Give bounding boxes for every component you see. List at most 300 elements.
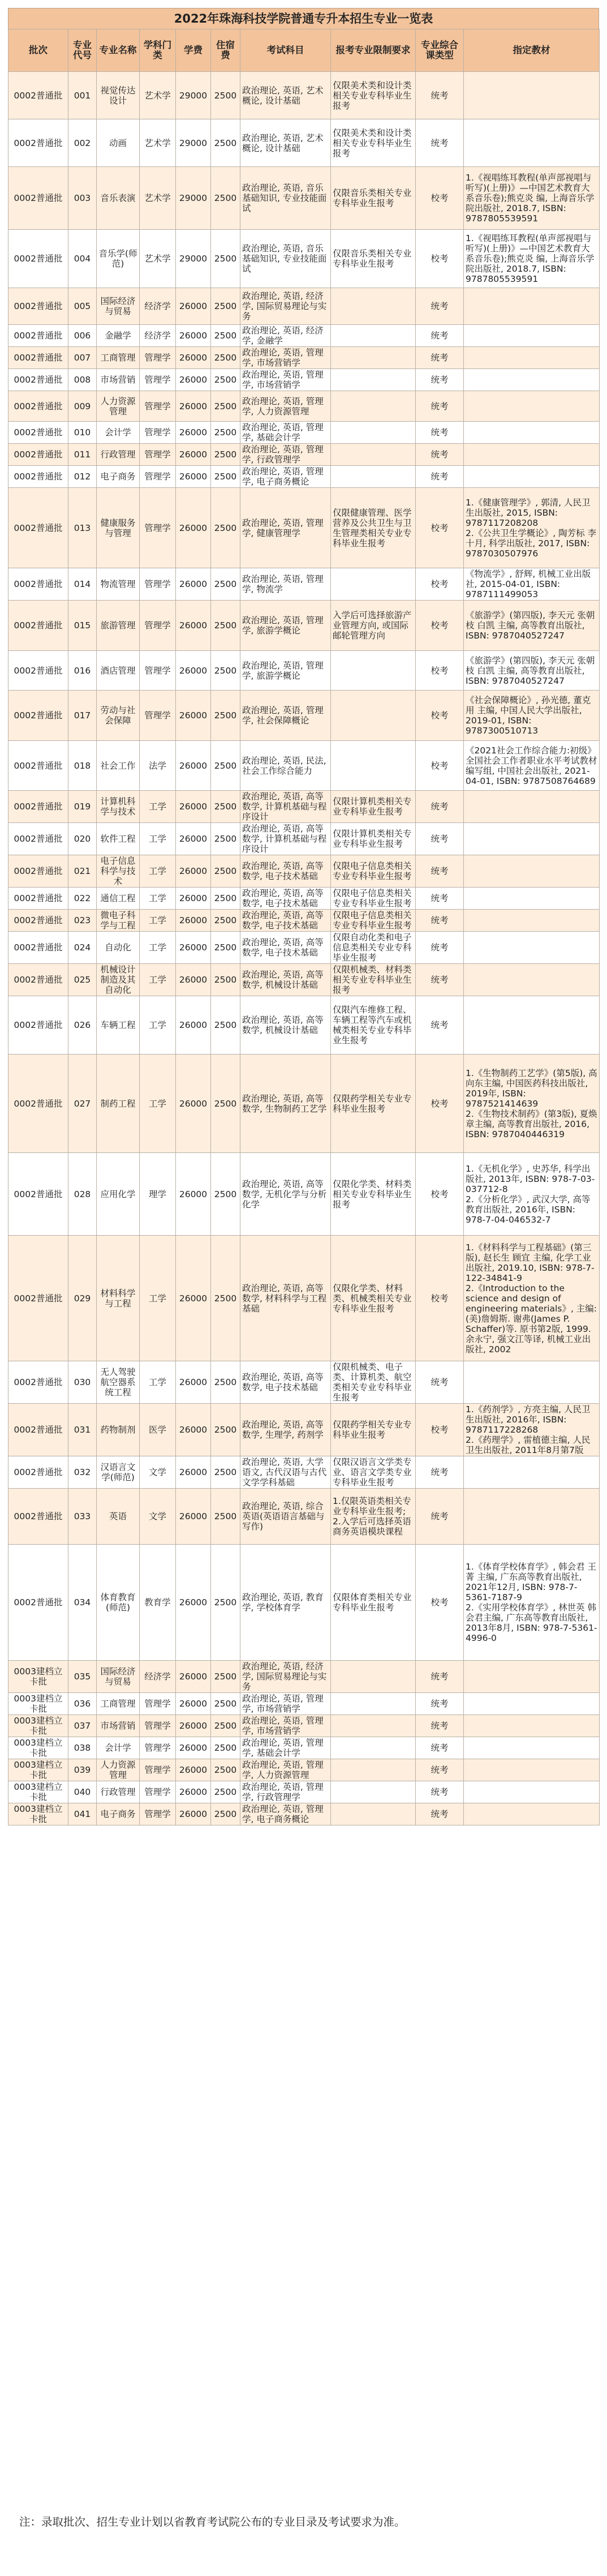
- cell-dorm: 2500: [211, 888, 240, 910]
- cell-category: 工学: [140, 996, 176, 1055]
- cell-subjects: 政治理论, 英语, 高等数学, 计算机基础与程序设计: [240, 791, 331, 823]
- cell-major: 物流管理: [97, 568, 140, 601]
- cell-category: 经济学: [140, 288, 176, 325]
- cell-code: 035: [68, 1661, 97, 1693]
- cell-type: 校考: [416, 651, 464, 691]
- cell-type: 统考: [416, 1361, 464, 1404]
- cell-dorm: 2500: [211, 1661, 240, 1693]
- cell-dorm: 2500: [211, 1759, 240, 1781]
- cell-code: 005: [68, 288, 97, 325]
- cell-code: 019: [68, 791, 97, 823]
- cell-subjects: 政治理论, 英语, 综合英语(英语语言基础与写作): [240, 1489, 331, 1545]
- cell-subjects: 政治理论, 英语, 管理学, 市场营销学: [240, 1693, 331, 1715]
- cell-code: 034: [68, 1545, 97, 1661]
- cell-major: 行政管理: [97, 444, 140, 466]
- cell-major: 软件工程: [97, 823, 140, 855]
- table-row: [8, 1404, 600, 1456]
- cell-code: 020: [68, 823, 97, 855]
- cell-books: [464, 119, 600, 167]
- cell-type: 统考: [416, 932, 464, 964]
- cell-major: 车辆工程: [97, 996, 140, 1055]
- cell-category: 工学: [140, 932, 176, 964]
- cell-dorm: 2500: [211, 1781, 240, 1803]
- table-row: [8, 1737, 600, 1759]
- cell-dorm: 2500: [211, 1404, 240, 1456]
- cell-major: 动画: [97, 119, 140, 167]
- cell-books: 1.《无机化学》, 史苏华, 科学出版社, 2013年, ISBN: 978-7-03-037712-8 2.《分析化学》, 武汉大学, 高等教育出版社, 2016年, ISBN: 978-7-04-046532-7: [464, 1153, 600, 1236]
- cell-major: 工商管理: [97, 1693, 140, 1715]
- cell-category: 管理学: [140, 466, 176, 488]
- cell-limit: [331, 288, 416, 325]
- cell-category: 工学: [140, 823, 176, 855]
- cell-books: 1.《生物制药工艺学》(第5版), 高向东主编, 中国医药科技出版社, 2019年, ISBN: 9787521414639 2.《生物技术制药》(第3版), 夏焕章主编, 高等教育出版社, 2016, ISBN: 9787040446319: [464, 1055, 600, 1153]
- cell-code: 025: [68, 964, 97, 996]
- cell-major: 材料科学与工程: [97, 1236, 140, 1361]
- header-dorm: 住宿费: [211, 29, 240, 72]
- cell-limit: 仅限汉语言文学类专业、语言文学类专业专科毕业生报考: [331, 1456, 416, 1489]
- cell-fee: 26000: [176, 1361, 211, 1404]
- cell-limit: 仅限汽车维修工程、车辆工程等汽车或机械类相关专业专科毕业生报考: [331, 996, 416, 1055]
- cell-dorm: 2500: [211, 1545, 240, 1661]
- cell-limit: 仅限音乐类相关专业专科毕业生报考: [331, 230, 416, 288]
- cell-limit: 1.仅限英语类相关专业专科毕业生报考; 2.入学后可选择英语商务英语模块课程: [331, 1489, 416, 1545]
- document: [8, 8, 599, 1825]
- cell-books: [464, 444, 600, 466]
- cell-major: 社会工作: [97, 741, 140, 791]
- cell-limit: [331, 1803, 416, 1825]
- cell-type: 统考: [416, 444, 464, 466]
- cell-category: 工学: [140, 1055, 176, 1153]
- cell-subjects: 政治理论, 英语, 管理学, 社会保障概论: [240, 691, 331, 741]
- cell-dorm: 2500: [211, 1693, 240, 1715]
- cell-type: 统考: [416, 1693, 464, 1715]
- cell-fee: 26000: [176, 1055, 211, 1153]
- cell-subjects: 政治理论, 英语, 经济学, 国际贸易理论与实务: [240, 1661, 331, 1693]
- cell-books: [464, 391, 600, 422]
- table-row: [8, 855, 600, 888]
- table-body: [8, 72, 600, 1825]
- cell-batch: 0002普通批: [8, 855, 68, 888]
- cell-dorm: 2500: [211, 230, 240, 288]
- cell-dorm: 2500: [211, 288, 240, 325]
- cell-books: [464, 1803, 600, 1825]
- cell-limit: [331, 1693, 416, 1715]
- cell-category: 管理学: [140, 691, 176, 741]
- cell-books: [464, 855, 600, 888]
- table-row: [8, 601, 600, 651]
- cell-batch: 0002普通批: [8, 369, 68, 391]
- cell-batch: 0002普通批: [8, 791, 68, 823]
- cell-books: [464, 1737, 600, 1759]
- cell-batch: 0002普通批: [8, 932, 68, 964]
- cell-code: 026: [68, 996, 97, 1055]
- cell-category: 理学: [140, 1153, 176, 1236]
- cell-code: 006: [68, 325, 97, 347]
- cell-batch: 0002普通批: [8, 1545, 68, 1661]
- cell-fee: 29000: [176, 230, 211, 288]
- cell-books: 1.《视唱练耳教程(单声部视唱与听写)(上册)》—中国艺术教育大系音乐卷);熊克炎 编, 上海音乐学院出版社, 2018.7, ISBN: 9787805539591: [464, 230, 600, 288]
- cell-batch: 0002普通批: [8, 1404, 68, 1456]
- cell-subjects: 政治理论, 英语, 管理学, 人力资源管理: [240, 1759, 331, 1781]
- cell-batch: 0003建档立卡批: [8, 1661, 68, 1693]
- cell-type: 校考: [416, 230, 464, 288]
- cell-limit: 仅限体育类相关专业专科毕业生报考: [331, 1545, 416, 1661]
- cell-category: 法学: [140, 741, 176, 791]
- cell-limit: [331, 369, 416, 391]
- cell-code: 036: [68, 1693, 97, 1715]
- cell-batch: 0002普通批: [8, 466, 68, 488]
- cell-category: 管理学: [140, 444, 176, 466]
- cell-batch: 0002普通批: [8, 444, 68, 466]
- cell-fee: 26000: [176, 325, 211, 347]
- cell-major: 酒店管理: [97, 651, 140, 691]
- cell-subjects: 政治理论, 英语, 高等数学, 生物制药工艺学: [240, 1055, 331, 1153]
- cell-batch: 0003建档立卡批: [8, 1803, 68, 1825]
- cell-type: 统考: [416, 1803, 464, 1825]
- cell-fee: 26000: [176, 651, 211, 691]
- cell-type: 统考: [416, 288, 464, 325]
- cell-subjects: 政治理论, 英语, 高等数学, 电子技术基础: [240, 888, 331, 910]
- cell-subjects: 政治理论, 英语, 高等数学, 电子技术基础: [240, 932, 331, 964]
- cell-limit: [331, 691, 416, 741]
- cell-code: 007: [68, 347, 97, 369]
- table-row: [8, 391, 600, 422]
- cell-subjects: 政治理论, 英语, 管理学, 电子商务概论: [240, 466, 331, 488]
- cell-limit: 仅限音乐类相关专业专科毕业生报考: [331, 167, 416, 230]
- cell-subjects: 政治理论, 英语, 管理学, 健康管理学: [240, 488, 331, 568]
- cell-type: 统考: [416, 369, 464, 391]
- cell-dorm: 2500: [211, 791, 240, 823]
- cell-category: 管理学: [140, 651, 176, 691]
- cell-major: 电子商务: [97, 1803, 140, 1825]
- cell-subjects: 政治理论, 英语, 管理学, 基础会计学: [240, 422, 331, 444]
- cell-batch: 0002普通批: [8, 601, 68, 651]
- cell-fee: 26000: [176, 1545, 211, 1661]
- cell-books: 《旅游学》(第四版), 李天元 张朝枝 白凯 主编, 高等教育出版社, ISBN: 9787040527247: [464, 601, 600, 651]
- cell-dorm: 2500: [211, 466, 240, 488]
- cell-limit: [331, 1759, 416, 1781]
- cell-dorm: 2500: [211, 691, 240, 741]
- cell-fee: 26000: [176, 347, 211, 369]
- cell-books: [464, 823, 600, 855]
- cell-code: 040: [68, 1781, 97, 1803]
- cell-code: 015: [68, 601, 97, 651]
- cell-major: 会计学: [97, 422, 140, 444]
- table-row: [8, 1661, 600, 1693]
- cell-batch: 0002普通批: [8, 288, 68, 325]
- cell-batch: 0002普通批: [8, 691, 68, 741]
- cell-dorm: 2500: [211, 369, 240, 391]
- cell-type: 校考: [416, 167, 464, 230]
- cell-fee: 26000: [176, 1489, 211, 1545]
- table-row: [8, 1781, 600, 1803]
- cell-limit: [331, 1781, 416, 1803]
- cell-limit: [331, 568, 416, 601]
- cell-major: 自动化: [97, 932, 140, 964]
- cell-subjects: 政治理论, 英语, 民法, 社会工作综合能力: [240, 741, 331, 791]
- cell-limit: [331, 347, 416, 369]
- cell-subjects: 政治理论, 英语, 艺术概论, 设计基础: [240, 72, 331, 119]
- cell-major: 健康服务与管理: [97, 488, 140, 568]
- cell-fee: 26000: [176, 488, 211, 568]
- cell-type: 校考: [416, 741, 464, 791]
- cell-subjects: 政治理论, 英语, 高等数学, 电子技术基础: [240, 1361, 331, 1404]
- cell-batch: 0002普通批: [8, 964, 68, 996]
- cell-code: 023: [68, 910, 97, 932]
- cell-limit: 仅限机械类、材料类相关专业专科毕业生报考: [331, 964, 416, 996]
- cell-dorm: 2500: [211, 391, 240, 422]
- cell-type: 校考: [416, 488, 464, 568]
- cell-type: 校考: [416, 1153, 464, 1236]
- cell-code: 033: [68, 1489, 97, 1545]
- cell-limit: 仅限美术类和设计类相关专业专科毕业生报考: [331, 119, 416, 167]
- cell-batch: 0002普通批: [8, 823, 68, 855]
- cell-subjects: 政治理论, 英语, 音乐基础知识, 专业技能面试: [240, 230, 331, 288]
- cell-subjects: 政治理论, 英语, 管理学, 市场营销学: [240, 1715, 331, 1737]
- cell-fee: 26000: [176, 1153, 211, 1236]
- cell-major: 药物制剂: [97, 1404, 140, 1456]
- cell-books: [464, 996, 600, 1055]
- table-row: [8, 823, 600, 855]
- cell-major: 音乐表演: [97, 167, 140, 230]
- cell-batch: 0003建档立卡批: [8, 1737, 68, 1759]
- cell-dorm: 2500: [211, 1456, 240, 1489]
- cell-category: 管理学: [140, 1781, 176, 1803]
- cell-code: 022: [68, 888, 97, 910]
- table-row: [8, 888, 600, 910]
- cell-category: 经济学: [140, 325, 176, 347]
- table-row: [8, 741, 600, 791]
- cell-code: 010: [68, 422, 97, 444]
- cell-limit: 入学后可选择旅游产业管理方向, 或国际邮轮管理方向: [331, 601, 416, 651]
- cell-fee: 29000: [176, 167, 211, 230]
- cell-batch: 0002普通批: [8, 741, 68, 791]
- cell-category: 管理学: [140, 601, 176, 651]
- cell-major: 国际经济与贸易: [97, 288, 140, 325]
- table-row: [8, 72, 600, 119]
- cell-dorm: 2500: [211, 444, 240, 466]
- cell-batch: 0002普通批: [8, 119, 68, 167]
- cell-major: 制药工程: [97, 1055, 140, 1153]
- cell-dorm: 2500: [211, 568, 240, 601]
- cell-major: 英语: [97, 1489, 140, 1545]
- cell-fee: 26000: [176, 1693, 211, 1715]
- cell-fee: 29000: [176, 72, 211, 119]
- cell-subjects: 政治理论, 英语, 教育学, 学校体育学: [240, 1545, 331, 1661]
- cell-books: [464, 1361, 600, 1404]
- cell-type: 统考: [416, 422, 464, 444]
- table-row: [8, 1693, 600, 1715]
- cell-limit: [331, 391, 416, 422]
- cell-fee: 26000: [176, 1661, 211, 1693]
- cell-dorm: 2500: [211, 1489, 240, 1545]
- header-batch: 批次: [8, 29, 68, 72]
- table-row: [8, 568, 600, 601]
- cell-code: 030: [68, 1361, 97, 1404]
- cell-batch: 0003建档立卡批: [8, 1759, 68, 1781]
- table-row: [8, 119, 600, 167]
- cell-batch: 0002普通批: [8, 167, 68, 230]
- cell-category: 管理学: [140, 1693, 176, 1715]
- table-row: [8, 1489, 600, 1545]
- table-row: [8, 288, 600, 325]
- cell-major: 市场营销: [97, 369, 140, 391]
- cell-fee: 26000: [176, 601, 211, 651]
- cell-subjects: 政治理论, 英语, 管理学, 物流学: [240, 568, 331, 601]
- cell-dorm: 2500: [211, 1715, 240, 1737]
- footnote: 注：录取批次、招生专业计划以省教育考试院公布的专业目录及考试要求为准。: [19, 2515, 406, 2528]
- cell-books: 《旅游学》(第四版), 李天元 张朝枝 白凯 主编, 高等教育出版社, ISBN: 9787040527247: [464, 651, 600, 691]
- cell-category: 管理学: [140, 347, 176, 369]
- cell-type: 统考: [416, 347, 464, 369]
- cell-major: 市场营销: [97, 1715, 140, 1737]
- table-row: [8, 1715, 600, 1737]
- cell-dorm: 2500: [211, 119, 240, 167]
- cell-subjects: 政治理论, 英语, 大学语文, 古代汉语与古代文学学科基础: [240, 1456, 331, 1489]
- cell-category: 管理学: [140, 1737, 176, 1759]
- cell-code: 038: [68, 1737, 97, 1759]
- cell-books: [464, 466, 600, 488]
- cell-books: 《物流学》, 舒辉, 机械工业出版社, 2015-04-01, ISBN: 9787111499053: [464, 568, 600, 601]
- cell-major: 国际经济与贸易: [97, 1661, 140, 1693]
- table-row: [8, 422, 600, 444]
- cell-limit: [331, 651, 416, 691]
- cell-category: 文学: [140, 1489, 176, 1545]
- header-books: 指定教材: [464, 29, 600, 72]
- cell-subjects: 政治理论, 英语, 管理学, 旅游学概论: [240, 601, 331, 651]
- cell-category: 工学: [140, 1236, 176, 1361]
- cell-dorm: 2500: [211, 325, 240, 347]
- cell-fee: 26000: [176, 1737, 211, 1759]
- cell-limit: 仅限健康管理、医学营养及公共卫生与卫生管理类相关专业专科毕业生报考: [331, 488, 416, 568]
- cell-major: 汉语言文学(师范): [97, 1456, 140, 1489]
- cell-subjects: 政治理论, 英语, 高等数学, 生理学, 药剂学: [240, 1404, 331, 1456]
- cell-books: [464, 1456, 600, 1489]
- cell-dorm: 2500: [211, 1361, 240, 1404]
- cell-fee: 26000: [176, 1456, 211, 1489]
- cell-books: [464, 288, 600, 325]
- cell-code: 037: [68, 1715, 97, 1737]
- header-code: 专业代号: [68, 29, 97, 72]
- cell-books: [464, 964, 600, 996]
- cell-major: 劳动与社会保障: [97, 691, 140, 741]
- table-row: [8, 651, 600, 691]
- table-row: [8, 488, 600, 568]
- cell-type: 统考: [416, 1759, 464, 1781]
- cell-limit: [331, 1715, 416, 1737]
- cell-category: 管理学: [140, 1759, 176, 1781]
- cell-type: 校考: [416, 691, 464, 741]
- cell-type: 校考: [416, 568, 464, 601]
- table-row: [8, 1759, 600, 1781]
- cell-fee: 26000: [176, 1781, 211, 1803]
- cell-code: 028: [68, 1153, 97, 1236]
- cell-type: 统考: [416, 325, 464, 347]
- cell-subjects: 政治理论, 英语, 经济学, 金融学: [240, 325, 331, 347]
- table-row: [8, 347, 600, 369]
- cell-batch: 0002普通批: [8, 1236, 68, 1361]
- cell-category: 经济学: [140, 1661, 176, 1693]
- cell-category: 工学: [140, 964, 176, 996]
- table-row: [8, 932, 600, 964]
- cell-books: [464, 1781, 600, 1803]
- table-row: [8, 325, 600, 347]
- cell-category: 管理学: [140, 568, 176, 601]
- cell-books: [464, 791, 600, 823]
- cell-type: 校考: [416, 1404, 464, 1456]
- cell-type: 统考: [416, 888, 464, 910]
- cell-category: 管理学: [140, 1715, 176, 1737]
- cell-batch: 0002普通批: [8, 325, 68, 347]
- header-fee: 学费: [176, 29, 211, 72]
- cell-batch: 0002普通批: [8, 422, 68, 444]
- cell-type: 校考: [416, 1055, 464, 1153]
- cell-subjects: 政治理论, 英语, 艺术概论, 设计基础: [240, 119, 331, 167]
- cell-fee: 26000: [176, 422, 211, 444]
- cell-type: 校考: [416, 601, 464, 651]
- table-row: [8, 996, 600, 1055]
- cell-books: [464, 422, 600, 444]
- cell-subjects: 政治理论, 英语, 管理学, 电子商务概论: [240, 1803, 331, 1825]
- cell-batch: 0002普通批: [8, 996, 68, 1055]
- cell-limit: 仅限计算机类相关专业专科毕业生报考: [331, 823, 416, 855]
- cell-subjects: 政治理论, 英语, 高等数学, 电子技术基础: [240, 855, 331, 888]
- cell-books: [464, 1661, 600, 1693]
- cell-code: 018: [68, 741, 97, 791]
- cell-batch: 0002普通批: [8, 1489, 68, 1545]
- cell-fee: 29000: [176, 119, 211, 167]
- cell-major: 视觉传达设计: [97, 72, 140, 119]
- cell-books: [464, 1715, 600, 1737]
- cell-code: 012: [68, 466, 97, 488]
- cell-type: 校考: [416, 1236, 464, 1361]
- cell-batch: 0002普通批: [8, 1361, 68, 1404]
- cell-fee: 26000: [176, 1759, 211, 1781]
- cell-books: 1.《材料科学与工程基础》(第三版), 赵长生 顾宜 主编, 化学工业出版社, 2019.10, ISBN: 978-7-122-34841-9 2.《Introduction to the science and design of engineering materials》, 主编:(美)詹姆斯. 谢弗(James P. Schaffer)等. 原书第2版, 1999. 余永宁, 强文江等译, 机械工业出版社, 2002: [464, 1236, 600, 1361]
- cell-fee: 26000: [176, 1803, 211, 1825]
- cell-limit: 仅限药学相关专业专科毕业生报考: [331, 1055, 416, 1153]
- cell-fee: 26000: [176, 741, 211, 791]
- cell-category: 管理学: [140, 422, 176, 444]
- cell-category: 艺术学: [140, 72, 176, 119]
- cell-dorm: 2500: [211, 1055, 240, 1153]
- header-category: 学科门类: [140, 29, 176, 72]
- cell-major: 旅游管理: [97, 601, 140, 651]
- table-row: [8, 369, 600, 391]
- table-row: [8, 964, 600, 996]
- cell-major: 应用化学: [97, 1153, 140, 1236]
- cell-batch: 0002普通批: [8, 1153, 68, 1236]
- cell-type: 统考: [416, 1489, 464, 1545]
- cell-fee: 26000: [176, 910, 211, 932]
- cell-code: 029: [68, 1236, 97, 1361]
- cell-subjects: 政治理论, 英语, 高等数学, 机械设计基础: [240, 964, 331, 996]
- cell-major: 人力资源管理: [97, 1759, 140, 1781]
- cell-limit: 仅限计算机类相关专业专科毕业生报考: [331, 791, 416, 823]
- cell-fee: 26000: [176, 932, 211, 964]
- cell-books: 1.《体育学校体育学》, 韩会君 王菁 主编, 广东高等教育出版社, 2021年12月, ISBN: 978-7-5361-7187-9 2.《实用学校体育学》, 林世英 韩会君主编, 广东高等教育出版社, 2013年8月, ISBN: 978-7-5361-4996-0: [464, 1545, 600, 1661]
- cell-books: [464, 347, 600, 369]
- cell-batch: 0002普通批: [8, 1456, 68, 1489]
- cell-subjects: 政治理论, 英语, 高等数学, 计算机基础与程序设计: [240, 823, 331, 855]
- cell-dorm: 2500: [211, 855, 240, 888]
- cell-subjects: 政治理论, 英语, 经济学, 国际贸易理论与实务: [240, 288, 331, 325]
- cell-subjects: 政治理论, 英语, 音乐基础知识, 专业技能面试: [240, 167, 331, 230]
- cell-books: [464, 325, 600, 347]
- cell-dorm: 2500: [211, 72, 240, 119]
- cell-category: 艺术学: [140, 119, 176, 167]
- cell-code: 032: [68, 1456, 97, 1489]
